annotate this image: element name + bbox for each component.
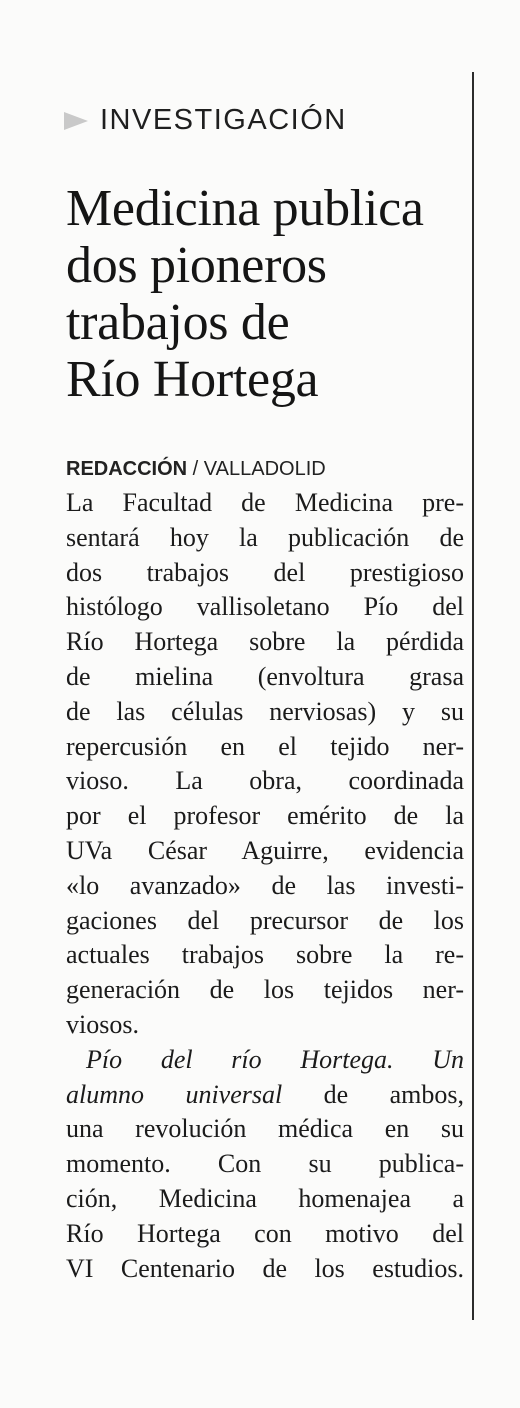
body-line: una revolución médica en su [66, 1114, 464, 1144]
section-label: INVESTIGACIÓN [100, 104, 347, 136]
byline-separator: / [187, 458, 204, 480]
body-line: sentará hoy la publicación de [66, 522, 464, 552]
body-line: de mielina (envoltura grasa [66, 661, 464, 691]
body-line: Río Hortega sobre la pérdida [66, 627, 464, 657]
body-line [66, 1043, 464, 1078]
body-text-run: de ambos, [282, 1079, 464, 1109]
body-line: vioso. La obra, coordinada [66, 766, 464, 796]
body-line: gaciones del precursor de los [66, 905, 464, 935]
triangle-marker-icon [64, 112, 88, 130]
byline [66, 456, 326, 482]
book-title: Pío del río Hortega. Un [86, 1044, 464, 1074]
body-line: histólogo vallisoletano Pío del [66, 592, 464, 622]
body-line: viosos. [66, 1009, 139, 1039]
body-line: generación de los tejidos ner- [66, 975, 464, 1005]
body-line: momento. Con su publica- [66, 1149, 464, 1179]
body-line: Río Hortega con motivo del [66, 1218, 464, 1248]
headline-line: Medicina publica [66, 180, 424, 237]
article-body [66, 486, 464, 1286]
book-title: alumno universal [66, 1079, 283, 1109]
body-line: por el profesor emérito de la [66, 801, 464, 831]
headline-line: dos pioneros [66, 237, 327, 294]
body-line: «lo avanzado» de las investi- [66, 870, 464, 900]
body-line: ción, Medicina homenajea a [66, 1183, 464, 1213]
section-header [64, 106, 347, 135]
body-line: dos trabajos del prestigioso [66, 557, 464, 587]
headline [66, 180, 466, 408]
headline-line: trabajos de [66, 294, 290, 351]
body-line: VI Centenario de los estudios. [66, 1253, 464, 1283]
column-rule [472, 72, 474, 1320]
body-line [66, 1078, 464, 1113]
body-line: actuales trabajos sobre la re- [66, 940, 464, 970]
byline-location: VALLADOLID [203, 458, 326, 480]
body-line: La Facultad de Medicina pre- [66, 488, 464, 517]
body-line: UVa César Aguirre, evidencia [66, 835, 464, 865]
body-line: de las células nerviosas) y su [66, 696, 464, 726]
byline-author: REDACCIÓN [66, 458, 188, 480]
body-line: repercusión en el tejido ner- [66, 731, 464, 761]
headline-line: Río Hortega [66, 351, 319, 408]
